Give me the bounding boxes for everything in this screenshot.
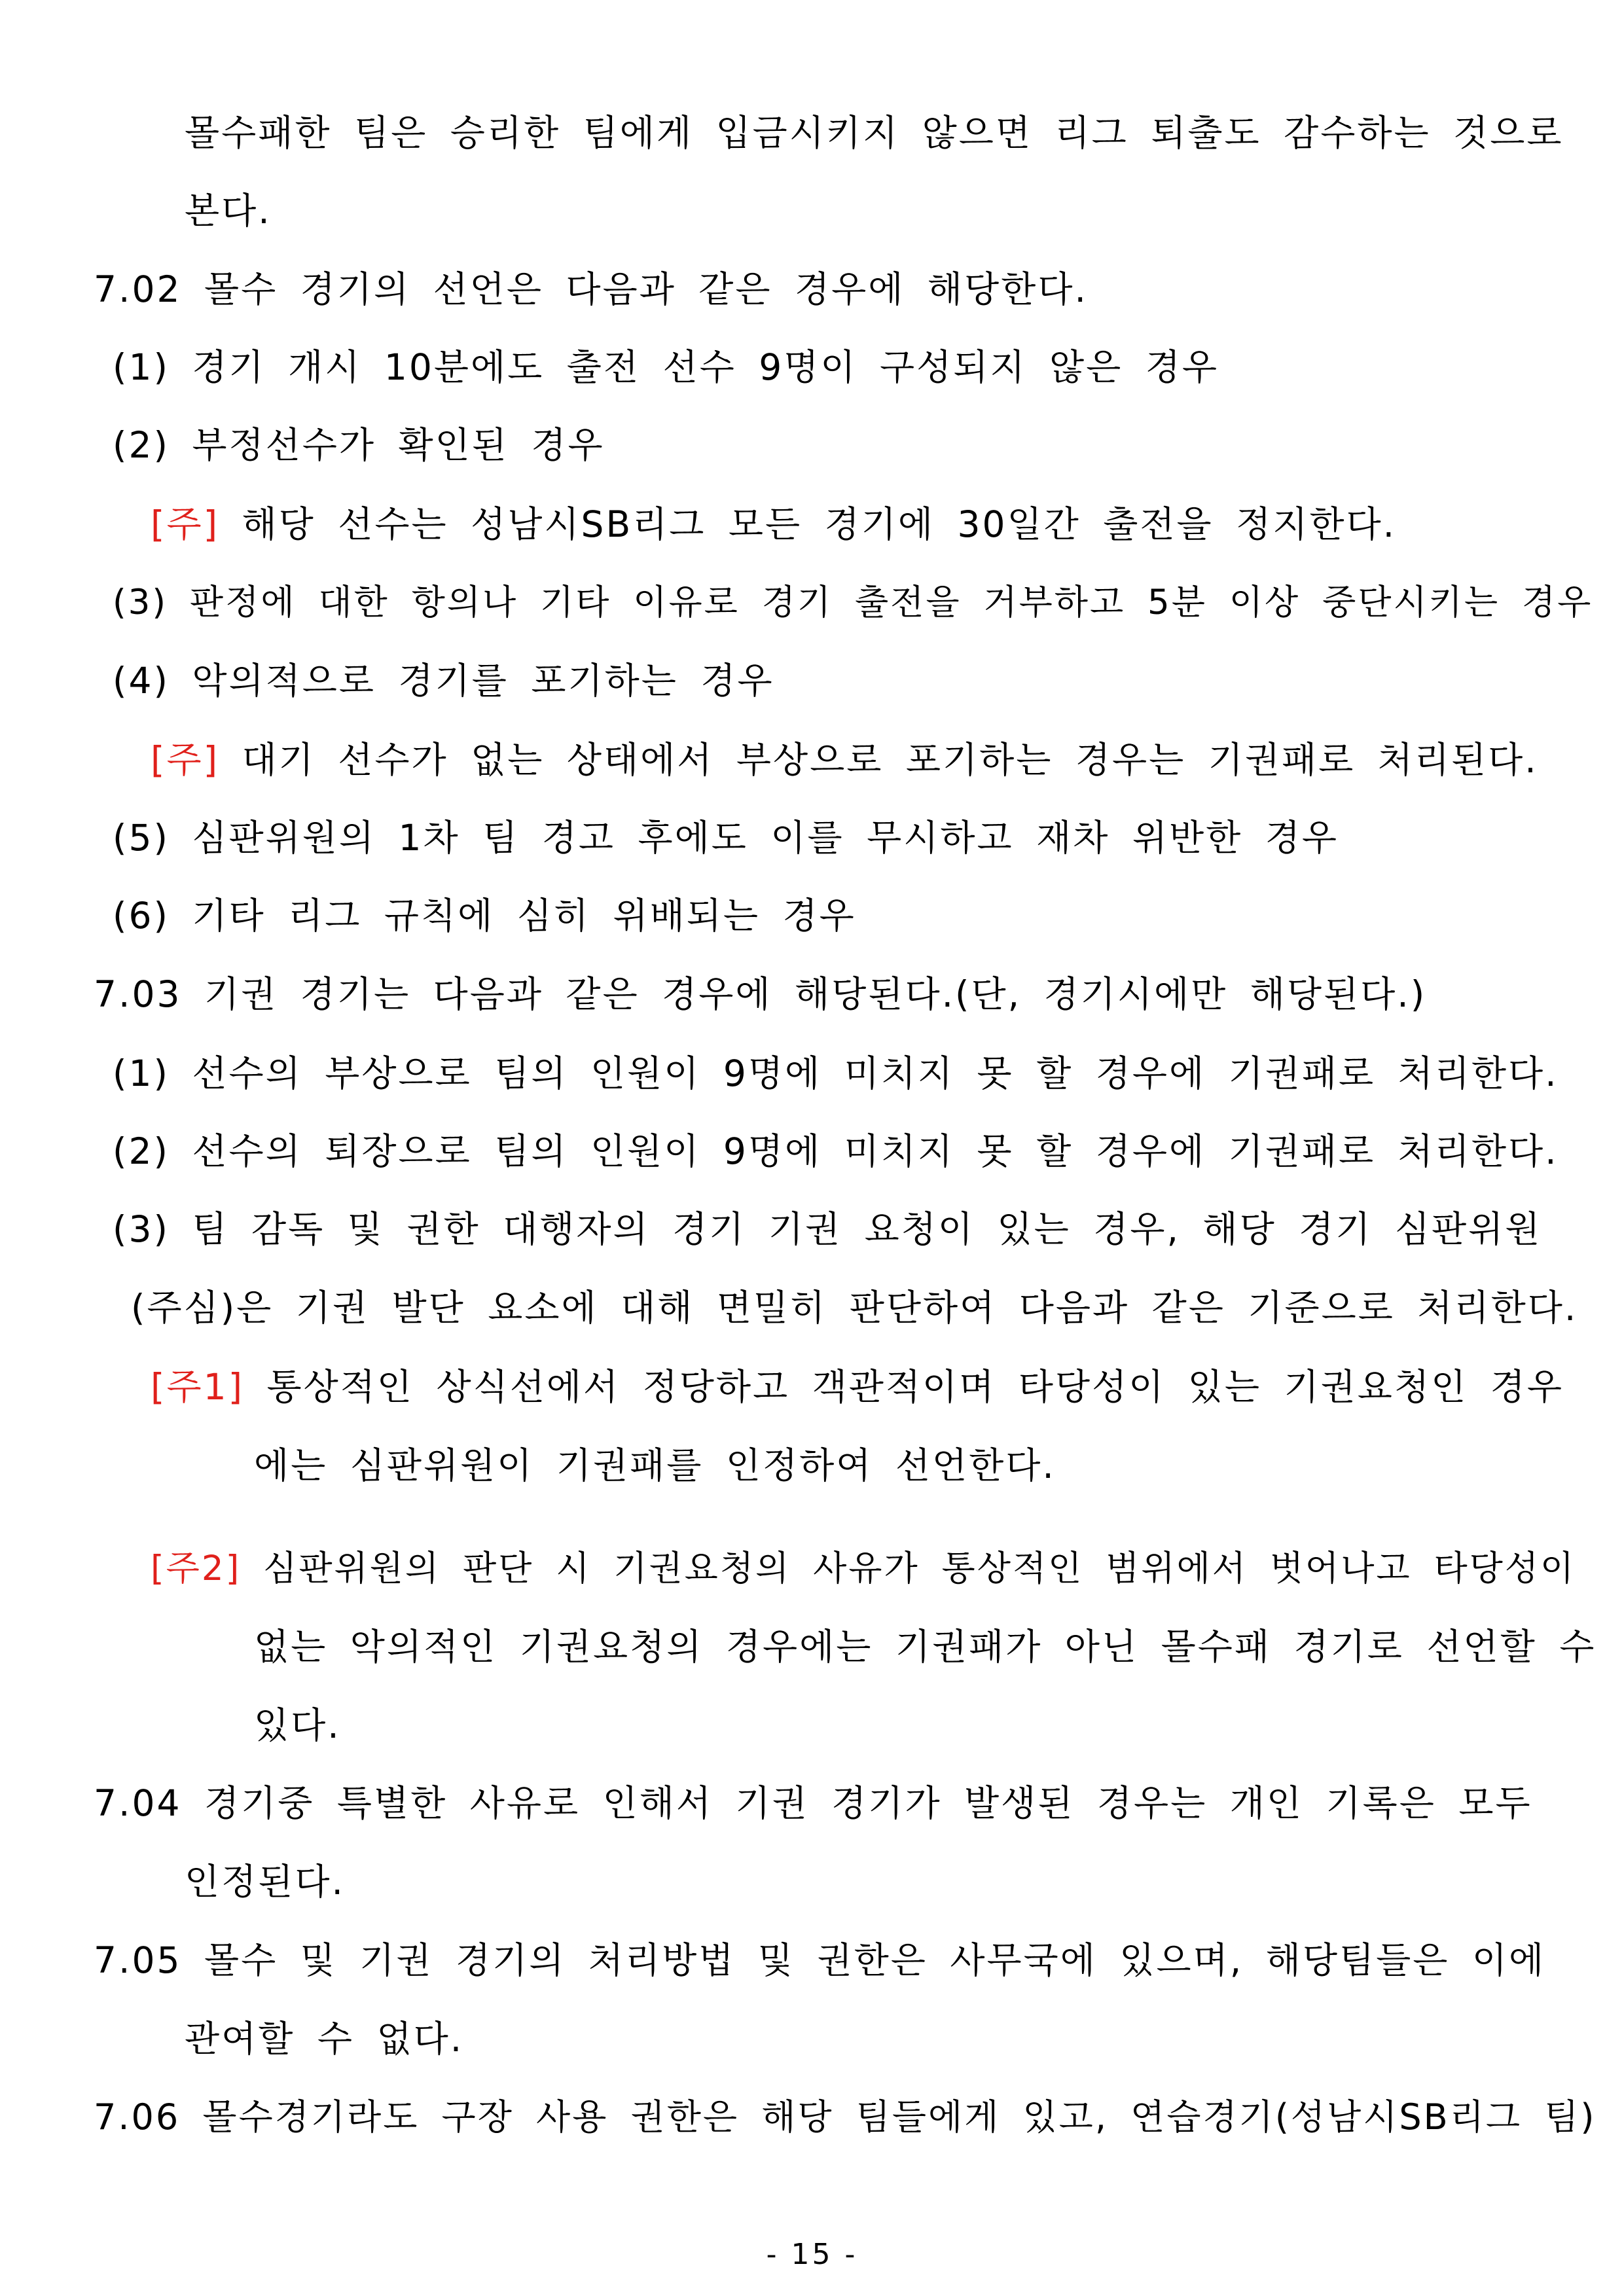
note-tag: [주2]: [151, 1549, 242, 1588]
page-number: - 15 -: [766, 2238, 858, 2271]
note-line: [주1] 통상적인 상식선에서 정당하고 객관적이며 타당성이 있는 기권요청인 경우: [151, 1366, 1564, 1408]
item-2: (2) 부정선수가 확인된 경우: [113, 424, 605, 466]
item-3: (3) 판정에 대한 항의나 기타 이유로 경기 출전을 거부하고 5분 이상 중단시키는 경우: [113, 583, 1593, 622]
section-7-03: 7.03 기권 경기는 다음과 같은 경우에 해당된다.(단, 경기시에만 해당된다.): [94, 973, 1427, 1015]
section-7-06: 7.06 몰수경기라도 구장 사용 권한은 해당 팀들에게 있고, 연습경기(성남시SB리그 팀): [94, 2096, 1597, 2138]
section-7-04-continued: 인정된다.: [185, 1861, 346, 1903]
note-line: [주] 해당 선수는 성남시SB리그 모든 경기에 30일간 출전을 정지한다.: [151, 503, 1397, 545]
item-6: (6) 기타 리그 규칙에 심히 위배되는 경우: [113, 895, 856, 937]
section-7-05-continued: 관여할 수 없다.: [185, 2018, 464, 2060]
note-continued: 있다.: [254, 1704, 341, 1746]
note-continued: 에는 심판위원이 기권패를 인정하여 선언한다.: [254, 1444, 1056, 1486]
line-2: 본다.: [185, 190, 272, 232]
note-tag: [주]: [151, 503, 220, 545]
item-1: (1) 경기 개시 10분에도 출전 선수 9명이 구성되지 않은 경우: [113, 346, 1219, 388]
note-continued: 없는 악의적인 기권요청의 경우에는 기권패가 아닌 몰수패 경기로 선언할 수: [254, 1626, 1597, 1668]
item-1: (1) 선수의 부상으로 팀의 인원이 9명에 미치지 못 할 경우에 기권패로 처리한다.: [113, 1052, 1559, 1094]
item-3-continued: (주심)은 기권 발단 요소에 대해 면밀히 판단하여 다음과 같은 기준으로 처리한다.: [131, 1287, 1578, 1329]
note-line: [주] 대기 선수가 없는 상태에서 부상으로 포기하는 경우는 기권패로 처리된다.: [151, 739, 1538, 781]
note-tag: [주1]: [151, 1366, 245, 1408]
item-3: (3) 팀 감독 및 권한 대행자의 경기 기권 요청이 있는 경우, 해당 경기 심판위원: [113, 1208, 1542, 1250]
line-1: 몰수패한 팀은 승리한 팀에게 입금시키지 않으면 리그 퇴출도 감수하는 것으로: [185, 112, 1564, 154]
item-5: (5) 심판위원의 1차 팀 경고 후에도 이를 무시하고 재차 위반한 경우: [113, 817, 1339, 859]
note-tag: [주]: [151, 739, 220, 781]
section-7-02: 7.02 몰수 경기의 선언은 다음과 같은 경우에 해당한다.: [94, 268, 1088, 310]
note-line: [주2] 심판위원의 판단 시 기권요청의 사유가 통상적인 범위에서 벗어나고 타당성이: [151, 1549, 1576, 1588]
section-7-04: 7.04 경기중 특별한 사유로 인해서 기권 경기가 발생된 경우는 개인 기록은 모두: [94, 1782, 1532, 1824]
item-4: (4) 악의적으로 경기를 포기하는 경우: [113, 660, 774, 702]
section-7-05: 7.05 몰수 및 기권 경기의 처리방법 및 권한은 사무국에 있으며, 해당팀들은 이에: [94, 1939, 1546, 1981]
item-2: (2) 선수의 퇴장으로 팀의 인원이 9명에 미치지 못 할 경우에 기권패로 처리한다.: [113, 1130, 1559, 1172]
